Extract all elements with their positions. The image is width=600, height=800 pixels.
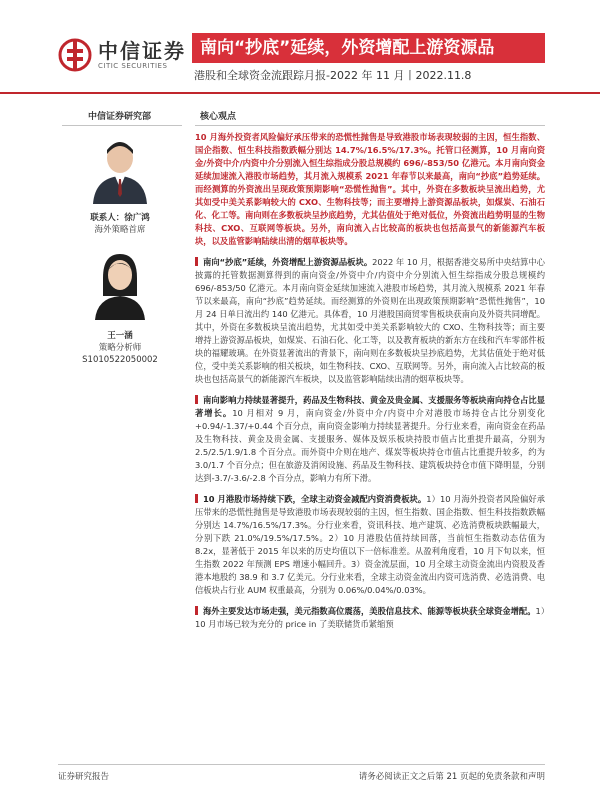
- research-dept: 中信证券研究部: [88, 112, 152, 122]
- analyst-card-2: [65, 248, 175, 366]
- paragraph-4-body: 1）10 月市场已较为充分的 price in 了美联储货币紧缩预: [195, 606, 545, 629]
- paragraph-1: [195, 256, 545, 386]
- avatar: [85, 132, 155, 204]
- analyst-1-contact: 联系人：徐广鸿: [90, 213, 150, 223]
- report-title: 南向“抄底”延续，外资增配上游资源品: [192, 33, 545, 63]
- analyst-1-role: 海外策略首席: [94, 225, 146, 235]
- bullet-marker: [195, 395, 198, 404]
- footer-divider: [58, 764, 545, 765]
- main-content: [195, 131, 545, 639]
- left-divider: [62, 125, 182, 126]
- paragraph-4-lead: 海外主要发达市场走强，美元指数高位震荡，美股信息技术、能源等板块获全球资金增配。: [203, 606, 536, 616]
- brand-name-en: CITIC SECURITIES: [98, 62, 168, 70]
- page-footer: [58, 770, 545, 782]
- core-views-heading: 核心观点: [200, 112, 237, 122]
- analyst-2-id: S1010522050002: [82, 355, 158, 365]
- analyst-2-name: 王一涵: [107, 331, 133, 341]
- header-divider: [0, 92, 600, 94]
- summary-text: 10 月海外投资者风险偏好承压带来的恐慌性抛售是导致港股市场表现较弱的主因，恒生指数、国企指数、恒生科技指数跌幅分别达 14.7%/16.5%/17.3%。托管口径测算，10 月南向资金/外资中介/内资中介分别流入恒生综指成分股总规模约 696/-853/50 亿港元。本月南向资金延续加速流入港股市场趋势，其月流入规模系 2021 年春节以来最高，南向“抄底”趋势延续。而经测算的外资流出呈现政策预期影响“恐慌性抛售”。其中，外资在多数板块呈流出趋势，尤其如受中美关系影响较大的 CXO、生物科技等；而主要增持上游资源品板块，如煤炭、石油石化、化工等。南向则在多数板块呈抄底趋势，尤其估值处于绝对低位，外资流出趋势明显的生物科技、CXO、互联网等板块。另外，南向流入占比较高的板块也包括高景气的新能源汽车板块，以及监管影响陆续出清的烟草板块等。: [195, 132, 545, 246]
- paragraph-1-lead: 南向“抄底”延续，外资增配上游资源品板块。: [203, 257, 373, 267]
- paragraph-3-lead: 10 月港股市场持续下跌，全球主动资金减配内资消费板块。: [203, 494, 427, 504]
- paragraph-3: [195, 493, 545, 597]
- paragraph-2-body: 10 月相对 9 月，南向资金/外资中介/内资中介对港股市场持仓占比分别变化+0.94/-1.37/+0.44 个百分点，南向资金影响力持续显著提升。分行业来看，南向资金在药品及生物科技、黄金及贵金属、支援服务、媒体及娱乐板块持股市值占比重提升最高，分别为 2.5/2.5/1.9/1.8 个百分点。而外资中介则在地产、煤炭等板块持仓市值占比重提升较多，约为 3.0/1.7 个百分点；但在旅游及消闲设施、药品及生物科技、建筑板块持仓市值下降明显，分别达到-3.7/-3.6/-2.8 个百分点，影响力有所下滑。: [195, 408, 545, 483]
- paragraph-4: [195, 605, 545, 631]
- paragraph-2-lead: 南向影响力持续显著提升，药品及生物科技、黄金及贵金属、支援服务等板块南向持仓占比显著增长。: [195, 395, 545, 418]
- avatar: [85, 248, 155, 320]
- report-subtitle: 港股和全球资金流跟踪月报-2022 年 11 月丨2022.11.8: [194, 69, 472, 82]
- bullet-marker: [195, 606, 198, 615]
- paragraph-3-body: 1）10 月海外投资者风险偏好承压带来的恐慌性抛售是导致港股市场表现较弱的主因，恒生指数、国企指数、恒生科技指数跌幅分别达 14.7%/16.5%/17.3%。分行业来看，资讯科技、地产建筑、必选消费板块跌幅最大，分别下跌 21.0%/19.5%/17.5%。2）10 月港股估值持续回落，当前恒生指数动态估值为 8.2x，显著低于 2015 年以来的历史均值以下一倍标准差。从盈利角度看，10 月下旬以来，恒生指数 2022 年预测 EPS 增速小幅回升。3）资金流层面，10 月全球主动资金流出内资股及香港本地股约 38.9 和 3.7 亿美元。分行业来看，全球主动资金流出内资可选消费、必选消费、电信板块占行业 AUM 权重最高，分别为 0.06%/0.04%/0.03%。: [195, 494, 546, 595]
- bullet-marker: [195, 494, 198, 503]
- citic-logo: [58, 38, 186, 72]
- analyst-card-1: [65, 132, 175, 236]
- footer-disclaimer: 请务必阅读正文之后第 21 页起的免责条款和声明: [358, 772, 545, 782]
- bullet-marker: [195, 257, 198, 266]
- citic-logo-icon: [58, 38, 92, 72]
- analyst-2-role: 策略分析师: [98, 343, 142, 353]
- right-divider: [195, 125, 545, 126]
- footer-left: 证券研究报告: [58, 772, 110, 782]
- brand-name-cn: 中信证券: [98, 39, 186, 63]
- paragraph-2: [195, 394, 545, 485]
- report-header: [0, 0, 600, 100]
- paragraph-1-body: 2022 年 10 月，根据香港交易所中央结算中心披露的托管数据测算得到的南向资金/外资中介/内资中介分别流入恒生综指成分股总规模约 696/-853/50 亿港元。本月南向资金延续加速流入港股市场趋势，其月流入规模系 2021 年春节以来最高，南向“抄底”趋势延续。而经测算的外资则在出现政策预期影响“恐慌性抛售”，10 月 24 日单日流出约 140 亿港元。具体看，10 月港股国商贸零售板块获南向及外资共同增配。其中，外资在多数板块呈流出趋势，尤其如受中美关系影响较大的 CXO、生物科技等；而主要增持上游资源品板块，如煤炭、石油石化、化工等，以及教育板块的新东方在线和汽车零部件板块的福耀玻璃。在外资显著流出的背景下，南向则在多数板块呈抄底趋势，尤其估值处于绝对低位，受中美关系影响的相关板块，如生物科技、CXO、互联网等。另外，南向流入占比较高的板块也包括高景气的新能源汽车板块，以及监管影响陆续出清的烟草板块等。: [195, 257, 545, 384]
